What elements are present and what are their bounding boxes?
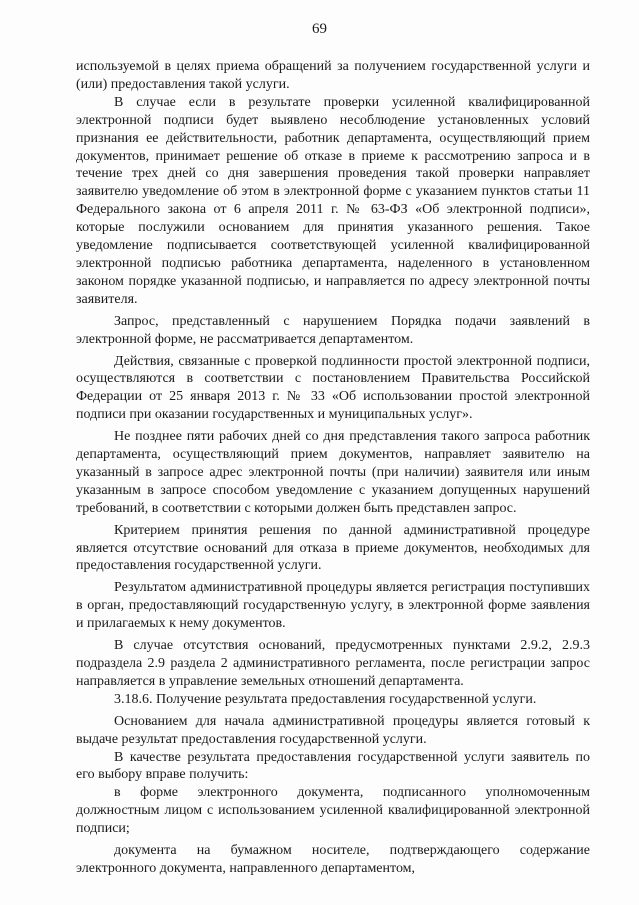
- document-body: [76, 58, 590, 878]
- paragraph: Критерием принятия решения по данной административной процедуре является отсутствие оснований для отказа в приеме документов, необходимых для предоставления государственной услуги.: [76, 522, 590, 574]
- paragraph: Результатом административной процедуры является регистрация поступивших в орган, предоставляющий государственную услугу, в электронной форме заявления и прилагаемых к нему документов.: [76, 580, 590, 632]
- paragraph: В случае если в результате проверки усиленной квалифицированной электронной подписи будет выявлено несоблюдение установленных условий признания ее действительности, работник департамента, осуществляющий прием документов, принимает решение об отказе в приеме к рассмотрению запроса и в течение трех дней со дня завершения проведения такой проверки направляет заявителю уведомление об этом в электронной форме с указанием пунктов статьи 11 Федерального закона от 6 апреля 2011 г. № 63-ФЗ «Об электронной подписи», которые послужили основанием для принятия указанного решения. Такое уведомление подписывается соответствующей усиленной квалифицированной электронной подписью работника департамента, наделенного в установленном законом порядке указанной подписью, и направляется по адресу электронной почты заявителя.: [76, 94, 590, 307]
- paragraph: Не позднее пяти рабочих дней со дня представления такого запроса работник департамента, осуществляющий прием документов, направляет заявителю на указанный в запросе адрес электронной почты (при наличии) заявителя или иным указанным в запросе способом уведомление с указанием допущенных нарушений требований, в соответствии с которыми должен быть представлен запрос.: [76, 429, 590, 516]
- paragraph: Основанием для начала административной процедуры является готовый к выдаче результат предоставления государственной услуги.: [76, 713, 590, 747]
- page-number: 69: [312, 21, 327, 37]
- paragraph: Запрос, представленный с нарушением Порядка подачи заявлений в электронной форме, не рассматривается департаментом.: [76, 313, 590, 347]
- paragraph: 3.18.6. Получение результата предоставления государственной услуги.: [114, 691, 537, 707]
- paragraph: В качестве результата предоставления государственной услуги заявитель по его выбору вправе получить:: [76, 749, 590, 783]
- paragraph: В случае отсутствия оснований, предусмотренных пунктами 2.9.2, 2.9.3 подраздела 2.9 раздела 2 административного регламента, после регистрации запрос направляется в управление земельных отношений департамента.: [76, 638, 590, 689]
- paragraph: Действия, связанные с проверкой подлинности простой электронной подписи, осуществляются в соответствии с постановлением Правительства Российской Федерации от 25 января 2013 г. № 33 «Об использовании простой электронной подписи при оказании государственных и муниципальных услуг».: [76, 353, 590, 423]
- paragraph: используемой в целях приема обращений за получением государственной услуги и (или) предоставления такой услуги.: [76, 59, 590, 92]
- paragraph: в форме электронного документа, подписанного уполномоченным должностным лицом с использованием усиленной квалифицированной электронной подписи;: [76, 785, 590, 837]
- paragraph: документа на бумажном носителе, подтверждающего содержание электронного документа, направленного департаментом,: [76, 843, 590, 876]
